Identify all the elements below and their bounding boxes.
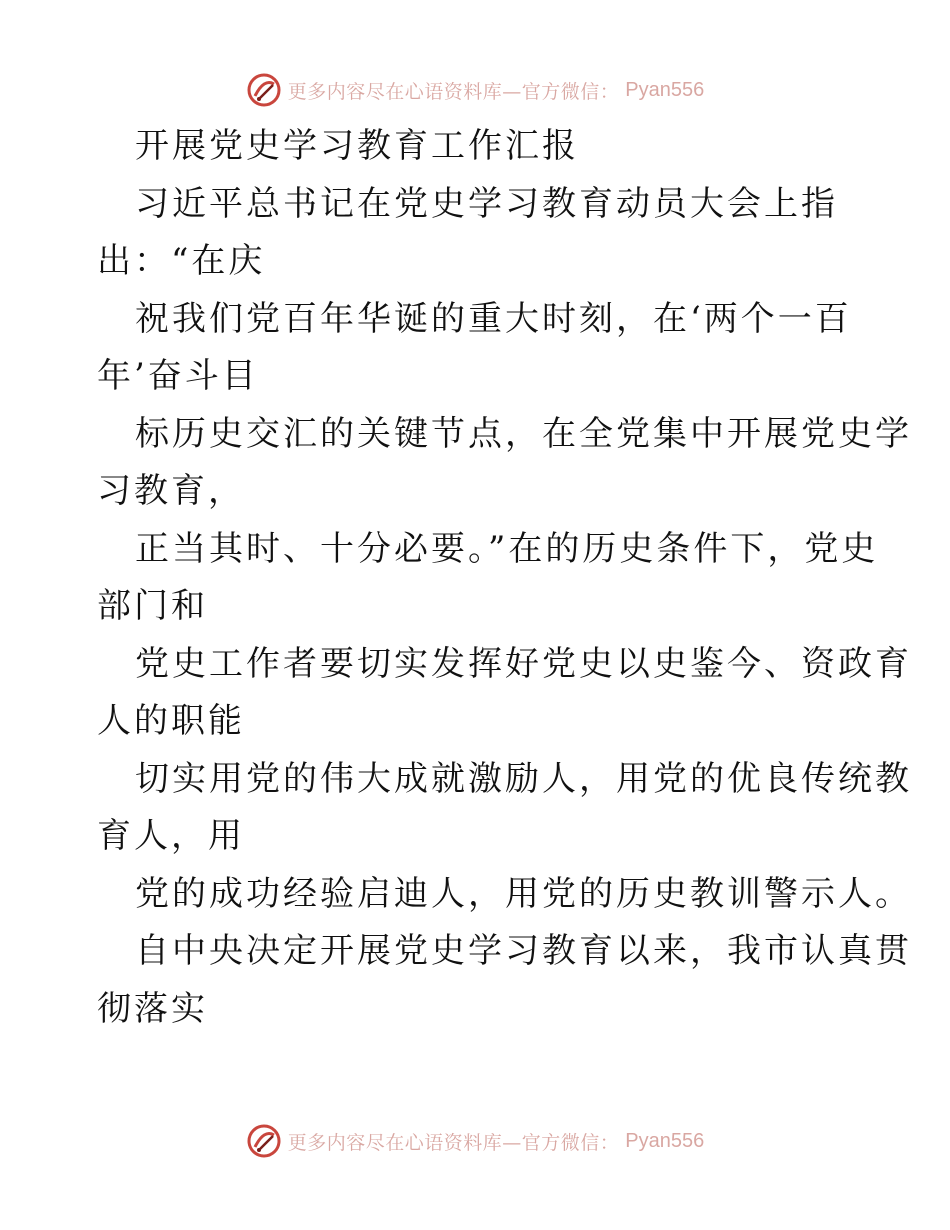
banner-wechat-id: Pyan556 [625,1129,705,1152]
text-line: 人的职能 [97,701,245,741]
document-title: 开展党史学习教育工作汇报 [135,126,579,166]
text-line: 党史工作者要切实发挥好党史以史鉴今、资政育 [135,643,912,684]
text-line: 育人，用 [97,816,245,856]
text-line: 祝我们党百年华诞的重大时刻，在‘两个一百 [135,298,852,339]
text-line: 切实用党的伟大成就激励人，用党的优良传统教 [135,758,912,799]
library-logo-icon [246,1123,282,1159]
text-line: 标历史交汇的关键节点，在全党集中开展党史学 [135,413,912,454]
banner-text: 更多内容尽在心语资料库—官方微信： [287,80,620,103]
text-line: 习近平总书记在党史学习教育动员大会上指 [135,183,838,224]
text-line: 部门和 [97,586,208,626]
text-line: 习教育， [97,471,245,511]
banner-wechat-id: Pyan556 [625,78,705,101]
text-line: 彻落实 [97,988,208,1029]
text-line: 自中央决定开展党史学习教育以来，我市认真贯 [135,931,912,971]
footer-banner [0,1123,950,1159]
library-logo-icon [246,72,282,108]
document-body [97,118,912,1038]
text-line: 正当其时、十分必要。”在的历史条件下，党史 [135,528,879,569]
text-line: 年’奋斗目 [97,356,259,396]
text-line: 出：“在庆 [97,241,266,281]
text-line: 党的成功经验启迪人，用党的历史教训警示人。 [135,873,912,914]
banner-text: 更多内容尽在心语资料库—官方微信： [287,1131,620,1154]
header-banner [0,72,950,108]
